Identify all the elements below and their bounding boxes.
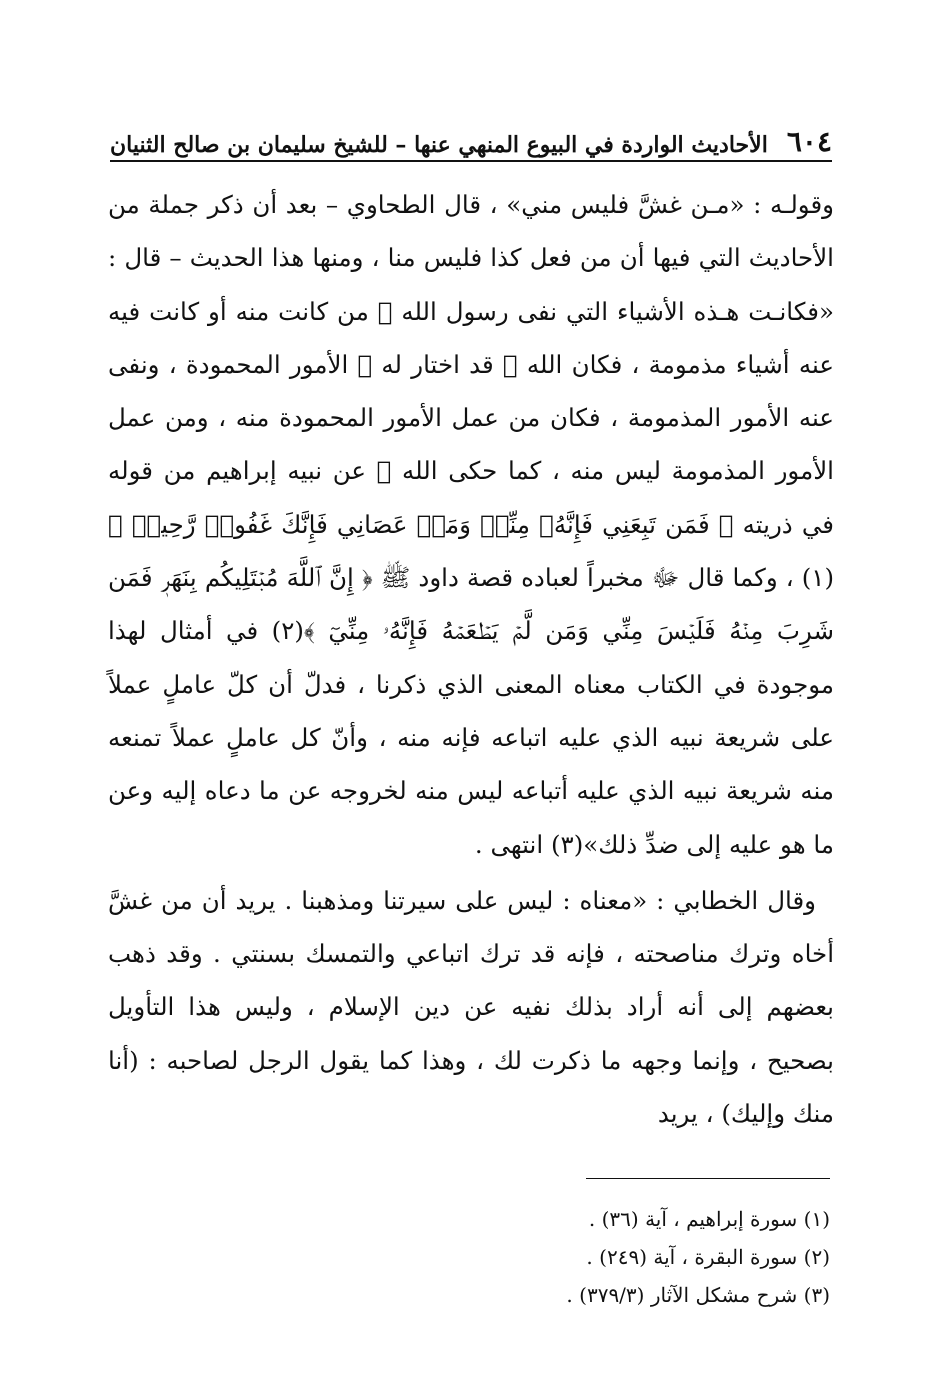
footnote: (١) سورة إبراهيم ، آية (٣٦) .	[588, 1207, 830, 1231]
footnote-divider	[586, 1178, 830, 1179]
page-header	[110, 118, 832, 158]
footnote: (٢) سورة البقرة ، آية (٢٤٩) .	[586, 1245, 830, 1269]
footnote: (٣) شرح مشكل الآثار (٣٧٩/٣) .	[566, 1283, 830, 1307]
footnotes	[300, 1200, 830, 1314]
main-text	[108, 178, 834, 1140]
header-divider	[110, 160, 832, 162]
paragraph: وقال الخطابي : «معناه : ليس على سيرتنا ومذهبنا . يريد أن من غشَّ أخاه وترك مناصحته ، فإنه قد ترك اتباعي والتمسك بسنتي . وقد ذهب بعضهم إلى أنه أراد بذلك نفيه عن دين الإسلام ، وليس هذا التأويل بصحيح ، وإنما وجهه ما ذكرت لك ، وهذا كما يقول الرجل لصاحبه : (أنا منك وإليك) ، يريد	[108, 885, 834, 1129]
paragraph: وقولـه : «مـن غشَّ فليس مني» ، قال الطحاوي – بعد أن ذكر جملة من الأحاديث التي فيها أن من فعل كذا فليس منا ، ومنها هذا الحديث – قال : «فكانـت هـذه الأشياء التي نفى رسول الله ﷺ من كانت منه أو كانت فيه عنه أشياء مذمومة ، فكان الله ﷻ قد اختار له ﷺ الأمور المحمودة ، ونفى عنه الأمور المذمومة ، فكان من عمل الأمور المحمودة منه ، ومن عمل الأمور المذمومة ليس منه ، كما حكى الله ﷻ عن نبيه إبراهيم من قوله في ذريته ﴿ فَمَن تَبِعَنِي فَإِنَّهُۥ مِنِّيۖ وَمَنۡ عَصَانِي فَإِنَّكَ غَفُورٞ رَّحِيمٞ ﴾(١) ، وكما قال ﷻ مخبراً لعباده قصة داود ﷺ ﴿ إِنَّ ٱللَّهَ مُبۡتَلِيكُم بِنَهَرٖ فَمَن شَرِبَ مِنۡهُ فَلَيۡسَ مِنِّي وَمَن لَّمۡ يَطۡعَمۡهُ فَإِنَّهُۥ مِنِّيٓ ﴾(٢) في أمثال لهذا موجودة في الكتاب معناه المعنى الذي ذكرنا ، فدلّ أن كلّ عاملٍ عملاً على شريعة نبيه الذي عليه اتباعه فإنه منه ، وأنّ كل عاملٍ عملاً تمنعه منه شريعة نبيه الذي عليه أتباعه ليس منه لخروجه عن ما دعاه إليه وعن ما هو عليه إلى ضدِّ ذلك»(٣) انتهى .	[108, 190, 834, 859]
running-title: الأحاديث الواردة في البيوع المنهي عنها – للشيخ سليمان بن صالح الثنيان	[110, 132, 768, 158]
page-number: ٦٠٤	[786, 125, 832, 158]
